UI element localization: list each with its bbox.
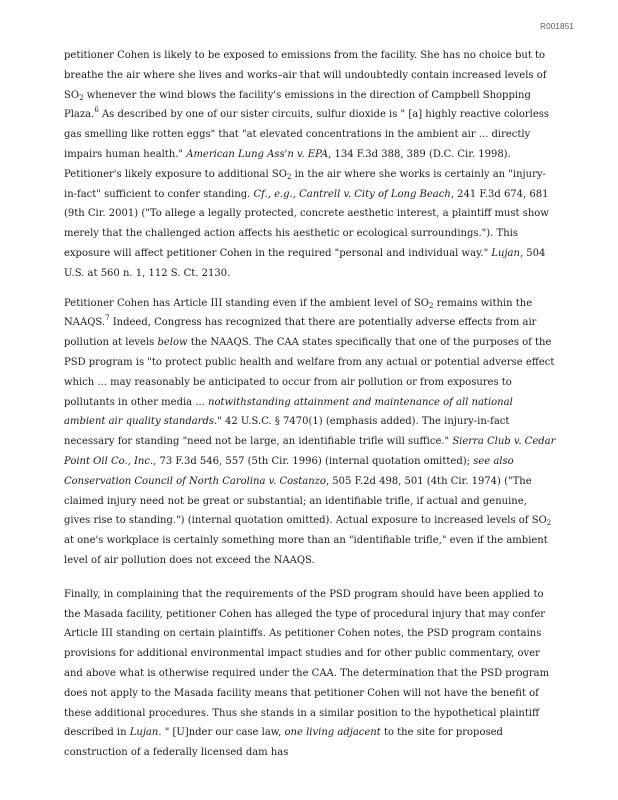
- paragraph-text: whenever the wind blows the facility's emissions in the direction of Campbell Shopping Plaza.: [64, 89, 531, 121]
- footnote-marker: 6: [94, 106, 99, 115]
- subscript-text: 2: [286, 172, 292, 181]
- citation-italic-text: one living adjacent: [284, 727, 381, 739]
- paragraph-text: . " [U]nder our case law,: [158, 727, 285, 739]
- page-identifier: R001851: [540, 22, 574, 31]
- paragraph-text: to the site for proposed construction of a federally licensed dam has: [64, 727, 503, 759]
- document-body: [64, 46, 556, 773]
- paragraph-text: Indeed, Congress has recognized that there are potentially adverse effects from air pollution at levels: [64, 317, 537, 349]
- paragraph-text: Petitioner Cohen has Article III standing even if the ambient level of SO: [64, 297, 429, 309]
- paragraph-1: [64, 46, 556, 284]
- paragraph-text: remains within the NAAQS.: [64, 297, 533, 329]
- paragraph-text: ." 42 U.S.C. § 7470(1) (emphasis added). The injury-in-fact necessary for standing "need not be large, an identifiable trifle will suffice.": [64, 416, 510, 448]
- paragraph-text: , 73 F.3d 546, 557 (5th Cir. 1996) (internal quotation omitted);: [153, 455, 474, 467]
- paragraph-text: at one's workplace is certainly something more than an "identifiable trifle," even if the ambient level of air pollution does not exceed the NAAQS.: [64, 535, 548, 566]
- citation-italic-text: notwithstanding attainment and maintenance of all national ambient air quality standards: [64, 396, 513, 428]
- paragraph-text: the NAAQS. The CAA states specifically that one of the purposes of the PSD program is "to protect public health and welfare from any actual or potential adverse effect which ... may reasonably be anticipated to occur from air pollution or from exposures to pollutants in other media ...: [64, 337, 555, 408]
- citation-italic-text: American Lung Ass'n v. EPA: [186, 148, 329, 160]
- citation-italic-text: see also Conservation Council of North Carolina v. Costanzo: [64, 455, 514, 487]
- subscript-text: 2: [546, 519, 552, 528]
- citation-italic-text: Lujan: [491, 247, 520, 259]
- paragraph-text: Finally, in complaining that the requirements of the PSD program should have been applied to the Masada facility, petitioner Cohen has alleged the type of procedural injury that may confer Article III standing on certain plaintiffs. As petitioner Cohen notes, the PSD program contains provisions for additional environmental impact studies and for other public commentary, over and above what is otherwise required under the CAA. The determination that the PSD program does not apply to the Masada facility means that petitioner Cohen will not have the benefit of these additional procedures. Thus she stands in a similar position to the hypothetical plaintiff described in: [64, 588, 550, 739]
- subscript-text: 2: [429, 301, 434, 310]
- paragraph-text: , 504 U.S. at 560 n. 1, 112 S. Ct. 2130.: [64, 247, 546, 279]
- paragraph-text: , 134 F.3d 388, 389 (D.C. Cir. 1998). Petitioner's likely exposure to additional SO: [64, 148, 511, 180]
- citation-italic-text: Cf., e.g., Cantrell v. City of Long Beach: [253, 188, 451, 200]
- paragraph-text: , 505 F.2d 498, 501 (4th Cir. 1974) ("The claimed injury need not be great or substantial; an identifiable trifle, if actual and genuine, gives rise to standing.") (internal quotation omitted). Actual exposure to increased levels of SO: [64, 475, 547, 527]
- citation-italic-text: Sierra Club v. Cedar Point Oil Co., Inc.: [64, 436, 556, 467]
- paragraph-2: [64, 294, 556, 571]
- citation-italic-text: Lujan: [129, 727, 159, 739]
- subscript-text: 2: [79, 93, 84, 102]
- paragraph-text: As described by one of our sister circuits, sulfur dioxide is " [a] highly reactive colorless gas smelling like rotten eggs" that "at elevated concentrations in the ambient air ... directly impairs human health.": [64, 109, 550, 160]
- footnote-marker: 7: [105, 314, 110, 323]
- citation-italic-text: below: [157, 337, 188, 349]
- paragraph-3: [64, 585, 556, 763]
- paragraph-text: petitioner Cohen is likely to be exposed to emissions from the facility. She has no choice but to breathe the air where she lives and works–air that will undoubtedly contain increased levels of SO: [64, 50, 547, 101]
- paragraph-text: , 241 F.3d 674, 681 (9th Cir. 2001) ("To allege a legally protected, concrete aesthetic interest, a plaintiff must show merely that the challenged action affects his aesthetic or ecological surroundings."). This exposure will affect petitioner Cohen in the required "personal and individual way.": [64, 188, 549, 259]
- paragraph-text: in the air where she works is certainly an "injury-in-fact" sufficient to confer standing.: [64, 168, 546, 200]
